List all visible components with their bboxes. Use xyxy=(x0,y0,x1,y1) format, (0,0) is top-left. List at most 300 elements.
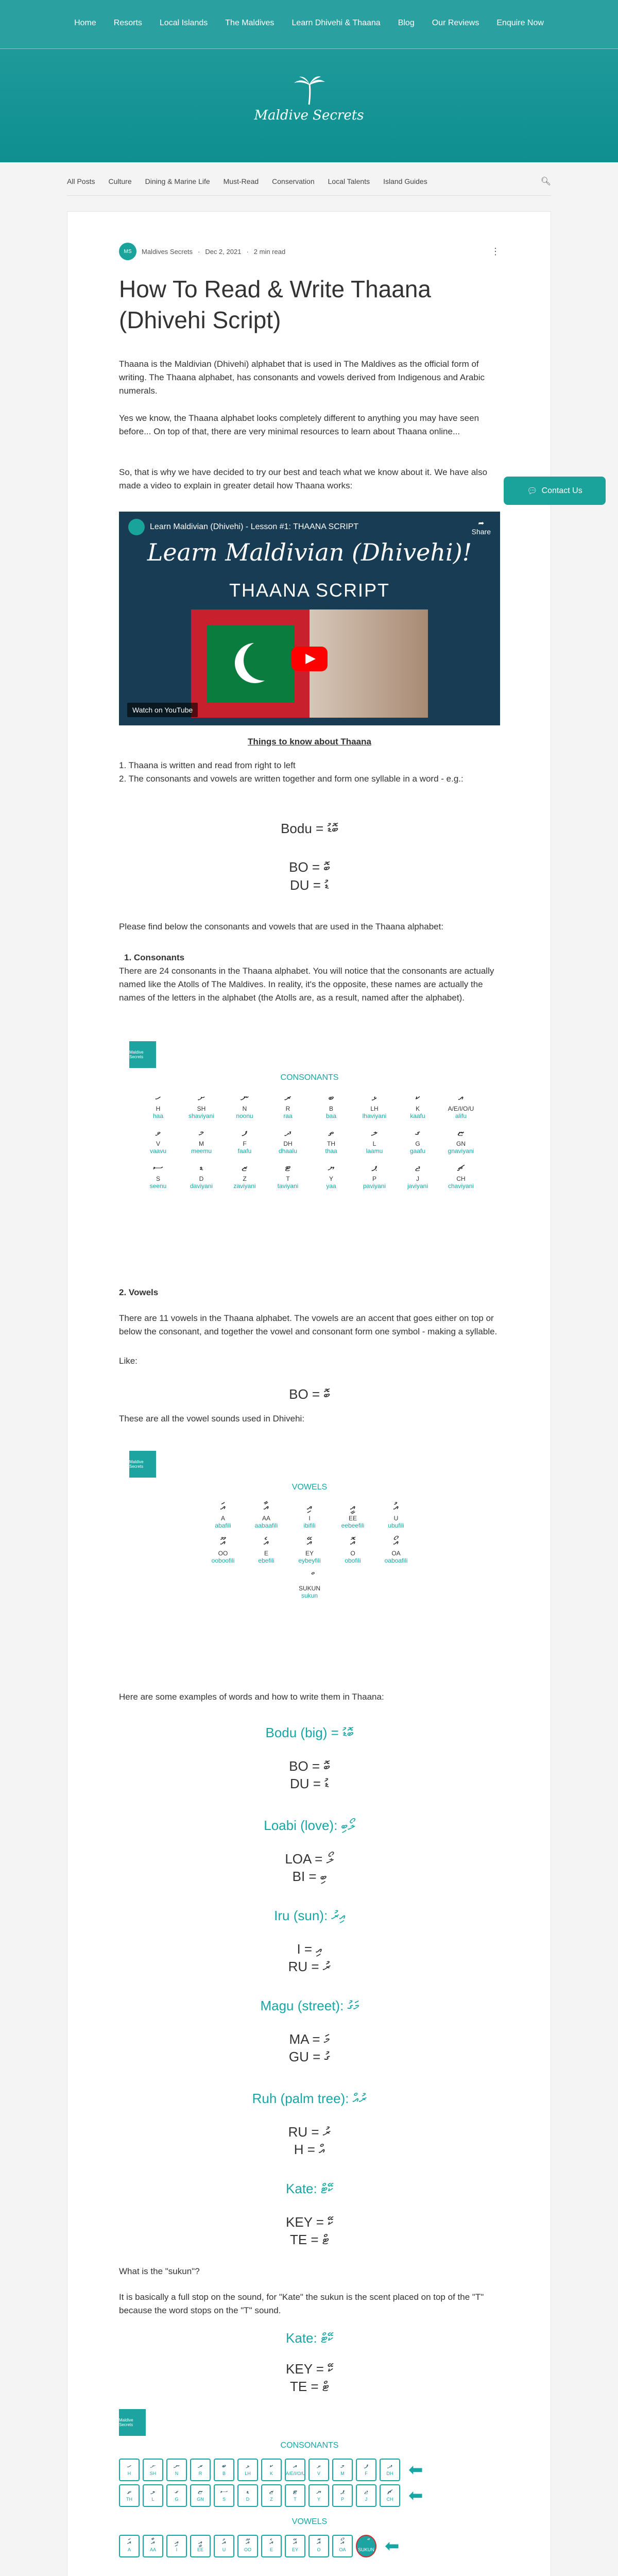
letter-box xyxy=(308,2459,329,2481)
letter-box xyxy=(356,2459,376,2481)
separator-dot: · xyxy=(197,247,200,256)
letter-box xyxy=(308,2535,329,2557)
letter-box xyxy=(119,2459,140,2481)
vowel-name: eebeefili xyxy=(341,1522,365,1529)
letter-box-label: SH xyxy=(149,2471,157,2476)
intro-paragraph-3: So, that is why we have decided to try our best and teach what we know about it. We have also made a video to explain in greater detail how Thaana works: xyxy=(119,467,488,490)
letter-box-glyph: އެ xyxy=(269,2538,273,2547)
cat-all-posts[interactable]: All Posts xyxy=(67,177,95,185)
consonant-cell xyxy=(358,1091,390,1120)
vowels-label: VOWELS xyxy=(291,1483,328,1492)
consonant-glyph: ޗ xyxy=(457,1161,465,1174)
letter-box-glyph: ފ xyxy=(364,2462,368,2470)
contact-us-label: Contact Us xyxy=(541,486,582,495)
letter-box-label: CH xyxy=(386,2497,393,2502)
letter-box xyxy=(237,2535,258,2557)
word-ruh-title: Ruh (palm tree): ރުއް xyxy=(252,2091,367,2106)
consonant-cell xyxy=(185,1126,217,1155)
word-loabi-part-2: BI = ބި xyxy=(292,1869,327,1884)
consonant-name: dhaalu xyxy=(278,1147,298,1155)
letter-box xyxy=(261,2484,282,2507)
cat-island-guides[interactable]: Island Guides xyxy=(383,177,427,185)
vowel-name: ibifili xyxy=(303,1522,316,1529)
consonant-glyph: ހ xyxy=(155,1091,161,1104)
word-loabi-title: Loabi (love): ލޯބި xyxy=(264,1818,355,1833)
play-button[interactable] xyxy=(291,647,328,671)
consonant-name: vaavu xyxy=(149,1147,167,1155)
consonant-latin: B xyxy=(329,1105,333,1112)
vowel-name: obofili xyxy=(345,1557,361,1564)
letter-box-label: K xyxy=(269,2471,273,2476)
letter-box-glyph: ޖ xyxy=(364,2487,368,2496)
consonant-name: gnaviyani xyxy=(448,1147,474,1155)
letter-box-label: SUKUN xyxy=(358,2547,374,2552)
letter-box-glyph: ވ xyxy=(317,2462,321,2470)
letter-box-label: M xyxy=(340,2471,345,2476)
letter-box-label: R xyxy=(198,2471,202,2476)
vowel-name: ubufili xyxy=(388,1522,404,1529)
vowel-name: ebefili xyxy=(258,1557,274,1564)
more-options-icon[interactable]: ⋮ xyxy=(491,246,500,257)
author[interactable]: Maldives Secrets xyxy=(142,247,193,256)
letter-box xyxy=(214,2535,234,2557)
letter-box xyxy=(143,2459,163,2481)
consonant-cell xyxy=(229,1126,261,1155)
cat-conservation[interactable]: Conservation xyxy=(272,177,315,185)
consonant-name: alifu xyxy=(455,1112,467,1120)
letter-box xyxy=(190,2459,211,2481)
intro-paragraph-2: Yes we know, the Thaana alphabet looks completely different to anything you may have seen before... On top of that, there are very minimal resources to learn about Thaana online... xyxy=(119,413,479,436)
letter-box-label: Z xyxy=(270,2497,273,2502)
consonant-latin: Y xyxy=(329,1175,333,1182)
consonant-glyph: ޔ xyxy=(328,1161,335,1174)
consonant-glyph: ވ xyxy=(155,1126,161,1139)
consonant-glyph: ޏ xyxy=(457,1126,465,1139)
letter-box-glyph: އި xyxy=(175,2538,179,2547)
consonant-latin: F xyxy=(243,1140,247,1147)
kate-part-1-2: KEY = ކޭ xyxy=(286,2361,333,2377)
consonant-cell xyxy=(272,1161,304,1190)
letter-box-glyph: ލ xyxy=(150,2487,156,2496)
letter-box-glyph: ބ xyxy=(222,2462,226,2470)
letter-box-label: S xyxy=(222,2497,226,2502)
consonant-name: shaviyani xyxy=(188,1112,215,1120)
consonant-name: gaafu xyxy=(409,1147,426,1155)
consonant-latin: R xyxy=(285,1105,290,1112)
letter-box-label: EE xyxy=(197,2547,203,2552)
vowel-latin: SUKUN xyxy=(298,1585,320,1592)
vowel-glyph: އާ xyxy=(263,1500,269,1513)
know-item-1: 1. Thaana is written and read from right to left xyxy=(119,760,296,770)
consonant-cell xyxy=(272,1126,304,1155)
consonant-cell xyxy=(142,1091,174,1120)
letter-box-label: OA xyxy=(339,2547,346,2552)
letter-box-label: TH xyxy=(126,2497,132,2502)
nav-enquire-now[interactable]: Enquire Now xyxy=(496,19,544,27)
vowel-name: oaboafili xyxy=(384,1557,408,1564)
search-icon[interactable]: 🔍︎ xyxy=(540,177,551,186)
left-arrow-icon: ⬅ xyxy=(408,2486,423,2505)
consonant-glyph: ނ xyxy=(241,1091,249,1104)
letter-box-glyph: ޗ xyxy=(387,2487,393,2496)
consonant-cell xyxy=(142,1126,174,1155)
left-arrow-icon: ⬅ xyxy=(385,2536,400,2556)
letter-box xyxy=(308,2484,329,2507)
consonant-latin: V xyxy=(156,1140,160,1147)
letter-box xyxy=(143,2484,163,2507)
vowel-cell xyxy=(380,1500,412,1529)
consonant-latin: GN xyxy=(456,1140,466,1147)
letter-box-label: A/E/I/O/U xyxy=(286,2471,306,2476)
letter-box-label: I xyxy=(176,2547,178,2552)
consonant-glyph: ލ xyxy=(371,1126,378,1139)
vowels-paragraph: There are 11 vowels in the Thaana alphabet. The vowels are an accent that goes either on top or below the consonant, and together the vowel and consonant form one symbol - making a syllable. xyxy=(119,1313,497,1336)
word-iru-part-2: RU = ރު xyxy=(288,1959,331,1974)
page-title: How To Read & Write Thaana (Dhivehi Script) xyxy=(119,276,431,333)
letter-box-label: U xyxy=(222,2547,226,2552)
letter-box-glyph: އަ xyxy=(127,2538,131,2547)
consonants-chart xyxy=(129,1041,490,1190)
consonant-name: thaa xyxy=(325,1147,337,1155)
find-below-paragraph: Please find below the consonants and vowels that are used in the Thaana alphabet: xyxy=(119,922,444,931)
palm-tree-icon xyxy=(291,75,327,106)
vowel-box-row xyxy=(119,2535,500,2557)
consonant-glyph: ރ xyxy=(284,1091,291,1104)
word-kate-part-1: KEY = ކޭ xyxy=(286,2214,333,2230)
post-meta xyxy=(119,243,500,260)
letter-box-glyph: ރ xyxy=(198,2462,203,2470)
word-iru-part-1: I = އި xyxy=(297,1941,322,1957)
nav-our-reviews[interactable]: Our Reviews xyxy=(432,19,479,27)
word-bodu-part-2: DU = ޑު xyxy=(289,1776,330,1791)
consonant-cell xyxy=(142,1161,174,1190)
consonant-cell xyxy=(445,1091,477,1120)
nav-local-islands[interactable]: Local Islands xyxy=(159,19,208,27)
read-time: 2 min read xyxy=(253,247,286,256)
letter-box-label: F xyxy=(365,2471,368,2476)
letter-box xyxy=(166,2535,187,2557)
share-icon: ➦ xyxy=(478,519,485,527)
vowel-cell xyxy=(337,1535,369,1564)
consonant-name: javiyani xyxy=(407,1182,428,1190)
letter-box-label: D xyxy=(246,2497,250,2502)
logo-text: Maldive Secrets xyxy=(254,108,364,123)
consonant-cell xyxy=(445,1126,477,1155)
consonant-name: laamu xyxy=(366,1147,383,1155)
consonant-cell xyxy=(185,1091,217,1120)
consonant-cell xyxy=(358,1126,390,1155)
vowel-latin: U xyxy=(393,1515,399,1522)
watch-on-youtube[interactable]: Watch on YouTube xyxy=(127,703,198,717)
site-logo[interactable] xyxy=(247,75,371,137)
consonant-latin: S xyxy=(156,1175,160,1182)
vowel-latin: OA xyxy=(391,1550,401,1557)
letter-box-glyph: އޫ xyxy=(246,2538,250,2547)
vowel-glyph: އޮ xyxy=(350,1535,356,1548)
consonant-box-row-1 xyxy=(119,2459,500,2481)
vowels-chart xyxy=(129,1451,490,1599)
consonant-glyph: ގ xyxy=(415,1126,420,1139)
vowel-glyph: އަ xyxy=(220,1500,226,1513)
letter-box-glyph: އ xyxy=(293,2462,297,2470)
example-bo: BO = ބޮ xyxy=(289,859,330,875)
consonant-cell xyxy=(229,1091,261,1120)
consonant-latin: LH xyxy=(370,1105,379,1112)
vowel-sounds-paragraph: These are all the vowel sounds used in Dhivehi: xyxy=(119,1414,305,1423)
word-kate-title: Kate: ކޭޓް xyxy=(286,2181,333,2196)
letter-box xyxy=(119,2535,140,2557)
letter-box-glyph: އީ xyxy=(198,2538,202,2547)
consonant-name: faafu xyxy=(237,1147,252,1155)
sukun-question: What is the "sukun"? xyxy=(119,2266,200,2276)
vowel-name: abafili xyxy=(215,1522,231,1529)
consonant-glyph: ދ xyxy=(284,1126,291,1139)
video-title[interactable]: Learn Maldivian (Dhivehi) - Lesson #1: THAANA SCRIPT xyxy=(150,522,359,531)
nav-learn-dhivehi[interactable]: Learn Dhivehi & Thaana xyxy=(291,19,381,27)
letter-box xyxy=(190,2535,211,2557)
letter-box-glyph: ށ xyxy=(150,2462,156,2470)
consonant-latin: SH xyxy=(197,1105,206,1112)
cat-local-talents[interactable]: Local Talents xyxy=(328,177,370,185)
hero-banner xyxy=(0,49,618,162)
vowel-glyph: އޫ xyxy=(220,1535,226,1548)
letter-box-label: L xyxy=(151,2497,154,2502)
example-du: DU = ޑު xyxy=(289,877,330,893)
consonant-glyph: ޓ xyxy=(285,1161,291,1174)
letter-box-label: AA xyxy=(149,2547,156,2552)
vowel-glyph: އީ xyxy=(350,1500,356,1513)
vowel-cell xyxy=(250,1535,282,1564)
letter-box-glyph xyxy=(357,2538,375,2547)
letter-box xyxy=(237,2484,258,2507)
nav-the-maldives[interactable]: The Maldives xyxy=(225,19,274,27)
consonant-latin: H xyxy=(156,1105,161,1112)
letter-box-glyph: އޯ xyxy=(340,2538,345,2547)
vowel-latin: OO xyxy=(218,1550,228,1557)
consonant-latin: DH xyxy=(283,1140,293,1147)
word-magu-part-2: GU = ގު xyxy=(288,2049,331,2064)
word-kate-part-2: TE = ޓް xyxy=(289,2232,330,2247)
consonants-heading: 1. Consonants xyxy=(124,953,185,962)
consonant-glyph: ށ xyxy=(198,1091,205,1104)
letter-box-glyph: ހ xyxy=(127,2462,131,2470)
consonant-glyph: ސ xyxy=(153,1161,163,1174)
consonant-latin: K xyxy=(415,1105,420,1112)
consonants-label: CONSONANTS xyxy=(280,2441,339,2450)
consonant-latin: P xyxy=(372,1175,376,1182)
avatar[interactable]: MS xyxy=(119,243,136,260)
vowel-name: aabaafili xyxy=(254,1522,278,1529)
consonant-box-row-2 xyxy=(119,2484,500,2507)
vowel-glyph: އި xyxy=(306,1500,313,1513)
consonant-name: seenu xyxy=(149,1182,167,1190)
vowel-name: eybeyfili xyxy=(298,1557,321,1564)
letter-box-label: DH xyxy=(386,2471,393,2476)
post-date: Dec 2, 2021 xyxy=(205,247,242,256)
vowel-cell xyxy=(337,1500,369,1529)
consonant-glyph: ޒ xyxy=(242,1161,248,1174)
consonant-cell xyxy=(272,1091,304,1120)
consonant-name: haa xyxy=(152,1112,164,1120)
letter-box xyxy=(261,2459,282,2481)
vowels-grid xyxy=(129,1500,490,1599)
word-bodu-title: Bodu (big) = ބޮޑު xyxy=(265,1725,354,1740)
vowel-latin: AA xyxy=(262,1515,270,1522)
consonants-label: CONSONANTS xyxy=(280,1073,339,1082)
letter-box-glyph: އާ xyxy=(151,2538,155,2547)
consonants-paragraph: There are 24 consonants in the Thaana alphabet. You will notice that the consonants are actually named like the Atolls of The Maldives. In reality, it's the opposite, these names are actually the names of the letters in the alphabet (the Atolls are, as a result, named after the alphabet). xyxy=(119,966,494,1003)
letter-box xyxy=(261,2535,282,2557)
consonant-name: kaafu xyxy=(410,1112,425,1120)
letter-box-glyph: ޅ xyxy=(246,2462,250,2470)
consonant-name: baa xyxy=(325,1112,337,1120)
youtube-video[interactable] xyxy=(119,512,500,725)
kate-part-2-2: TE = ޓް xyxy=(289,2379,330,2394)
letter-box xyxy=(237,2459,258,2481)
nav-blog[interactable]: Blog xyxy=(398,19,415,27)
vowel-name: ooboofili xyxy=(211,1557,235,1564)
consonant-latin: A/E/I/O/U xyxy=(448,1105,474,1112)
consonant-name: chaviyani xyxy=(448,1182,474,1190)
letter-box xyxy=(285,2535,305,2557)
consonant-latin: M xyxy=(199,1140,204,1147)
example-bodu: Bodu = ބޮޑު xyxy=(281,821,338,836)
video-subheadline: THAANA SCRIPT xyxy=(229,580,390,601)
consonant-name: taviyani xyxy=(277,1182,299,1190)
examples-intro: Here are some examples of words and how to write them in Thaana: xyxy=(119,1692,384,1702)
vowel-cell xyxy=(250,1500,282,1529)
letter-box-label: Y xyxy=(317,2497,320,2502)
chart-logo: Maldive Secrets xyxy=(129,1041,156,1068)
letter-box-label: G xyxy=(175,2497,179,2502)
letter-box xyxy=(332,2484,353,2507)
vowel-glyph xyxy=(294,1570,325,1585)
consonant-latin: G xyxy=(415,1140,420,1147)
letter-box-label: O xyxy=(317,2547,321,2552)
letter-box-label: N xyxy=(175,2471,179,2476)
left-arrow-icon: ⬅ xyxy=(408,2460,423,2480)
letter-box xyxy=(356,2535,376,2557)
letter-box-glyph: ސ xyxy=(220,2487,228,2496)
cat-must-read[interactable]: Must-Read xyxy=(223,177,259,185)
cat-dining[interactable]: Dining & Marine Life xyxy=(145,177,210,185)
letter-box xyxy=(166,2459,187,2481)
consonant-cell xyxy=(402,1091,434,1120)
cat-culture[interactable]: Culture xyxy=(108,177,132,185)
letter-box xyxy=(380,2459,400,2481)
letter-box-glyph: ޓ xyxy=(293,2487,298,2496)
word-loabi-part-1: LOA = ލޯ xyxy=(285,1851,334,1867)
consonants-grid xyxy=(129,1091,490,1190)
letter-box xyxy=(214,2484,234,2507)
consonant-glyph: ފ xyxy=(242,1126,248,1139)
word-bodu-part-1: BO = ބޮ xyxy=(289,1758,330,1774)
consonant-name: paviyani xyxy=(363,1182,386,1190)
consonant-cell xyxy=(402,1161,434,1190)
letter-box xyxy=(143,2535,163,2557)
consonant-cell xyxy=(229,1161,261,1190)
vowel-latin: A xyxy=(220,1515,225,1522)
letter-box xyxy=(214,2459,234,2481)
consonant-glyph: ބ xyxy=(328,1091,334,1104)
letter-box-label: EY xyxy=(291,2547,298,2552)
blog-post xyxy=(67,211,551,2576)
contact-us-button[interactable] xyxy=(504,477,606,505)
letter-box-glyph: ޔ xyxy=(316,2487,321,2496)
channel-logo[interactable] xyxy=(128,519,145,535)
share-label: Share xyxy=(471,528,491,536)
letter-box-glyph: ގ xyxy=(175,2487,179,2496)
letter-box-label: H xyxy=(127,2471,131,2476)
vowel-latin: O xyxy=(350,1550,355,1557)
letter-box xyxy=(332,2535,353,2557)
vowel-cell xyxy=(294,1500,325,1529)
consonant-latin: J xyxy=(416,1175,419,1182)
letter-box xyxy=(285,2459,305,2481)
consonant-name: zaviyani xyxy=(233,1182,256,1190)
nav-home[interactable]: Home xyxy=(74,19,96,27)
vowel-cell xyxy=(294,1535,325,1564)
letter-box-glyph: މ xyxy=(340,2462,345,2470)
vowel-name: sukun xyxy=(301,1592,318,1599)
video-headline: Learn Maldivian (Dhivehi)! xyxy=(147,538,472,566)
consonant-name: raa xyxy=(283,1112,293,1120)
consonant-cell xyxy=(185,1161,217,1190)
letter-box-label: B xyxy=(222,2471,226,2476)
separator-dot: · xyxy=(246,247,249,256)
consonant-latin: N xyxy=(242,1105,247,1112)
top-nav xyxy=(0,0,618,49)
vowels-label: VOWELS xyxy=(291,2517,328,2526)
letter-box-label: OO xyxy=(244,2547,251,2552)
kate-title-2: Kate: ކޭޓް xyxy=(286,2330,333,2346)
blog-category-nav xyxy=(67,167,551,196)
consonant-cell xyxy=(315,1161,347,1190)
vowel-cell xyxy=(207,1500,239,1529)
letter-box xyxy=(356,2484,376,2507)
letter-box-label: V xyxy=(317,2471,320,2476)
letter-box-glyph: ނ xyxy=(174,2462,180,2470)
letter-box-glyph: ޏ xyxy=(198,2487,203,2496)
sukun-letter-chart xyxy=(119,2409,500,2561)
consonant-glyph: ތ xyxy=(328,1126,334,1139)
vowel-glyph: އޭ xyxy=(306,1535,313,1548)
word-magu-part-1: MA = މަ xyxy=(289,2031,330,2047)
letter-box-glyph: އޮ xyxy=(317,2538,321,2547)
letter-box xyxy=(119,2484,140,2507)
letter-box-glyph: ދ xyxy=(387,2462,392,2470)
letter-box xyxy=(285,2484,305,2507)
consonant-cell xyxy=(402,1126,434,1155)
vowel-latin: E xyxy=(264,1550,268,1557)
consonant-name: noonu xyxy=(236,1112,253,1120)
word-ruh-part-2: H = އް xyxy=(294,2142,325,2157)
letter-box xyxy=(380,2484,400,2507)
consonant-latin: Z xyxy=(243,1175,247,1182)
letter-box-label: E xyxy=(269,2547,273,2552)
letter-box-label: GN xyxy=(197,2497,204,2502)
share-button[interactable] xyxy=(472,519,491,536)
nav-resorts[interactable]: Resorts xyxy=(113,19,142,27)
video-title-bar xyxy=(128,519,358,535)
consonant-cell xyxy=(445,1161,477,1190)
letter-box-label: LH xyxy=(245,2471,251,2476)
letter-box-glyph: ޒ xyxy=(269,2487,274,2496)
word-ruh-part-1: RU = ރު xyxy=(288,2124,331,2140)
consonant-glyph: މ xyxy=(199,1126,204,1139)
letter-box-glyph: އު xyxy=(222,2538,226,2547)
word-iru-title: Iru (sun): އިރު xyxy=(274,1908,345,1923)
